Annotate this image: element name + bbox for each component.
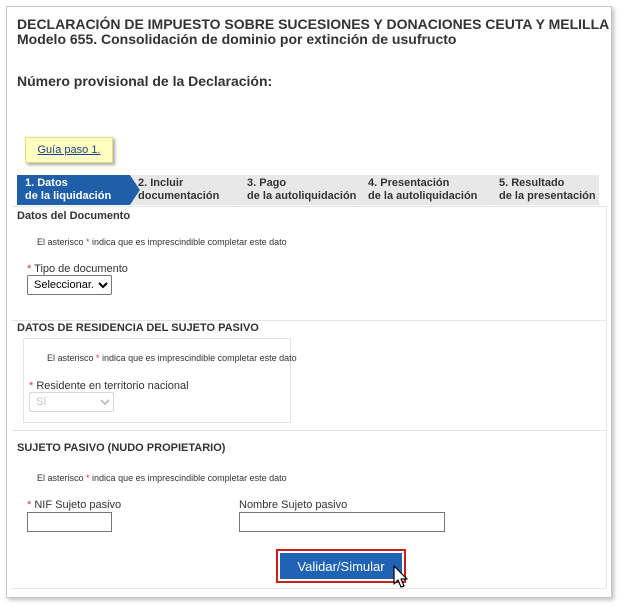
provisional-number-label: Número provisional de la Declaración: [17,73,273,89]
document-section-heading: Datos del Documento [17,210,131,222]
nif-label-text: NIF Sujeto pasivo [34,499,122,511]
step-2-line2: documentación [138,190,220,202]
page-title: DECLARACIÓN DE IMPUESTO SOBRE SUCESIONES Y DONACIONES CEUTA Y MELILLA [17,16,610,32]
doc-type-label [27,263,128,275]
required-note-prefix: El asterisco [37,237,87,247]
step-5-line2: de la presentación [499,190,596,202]
validate-simulate-button[interactable]: Validar/Simular [280,553,402,579]
step-5[interactable] [487,175,599,205]
nif-label [27,499,121,511]
name-label: Nombre Sujeto pasivo [239,499,348,511]
subject-section-heading: SUJETO PASIVO (NUDO PROPIETARIO) [17,442,226,454]
wizard-steps [17,175,599,205]
required-note-prefix: El asterisco [47,353,97,363]
step-1-line1: 1. Datos [25,177,68,189]
required-note-suffix: indica que es imprescindible completar este dato [89,237,287,247]
form-bottom-border [12,588,606,589]
required-note [47,353,297,363]
page-subtitle: Modelo 655. Consolidación de dominio por extinción de usufructo [17,31,457,47]
validate-button-focus-ring [276,549,406,583]
step-4-line1: 4. Presentación [368,177,450,189]
form-right-border [606,206,607,588]
name-input[interactable] [239,512,445,532]
step-1[interactable] [17,175,130,205]
resident-label-text: Residente en territorio nacional [36,380,189,392]
residence-section [12,320,606,321]
required-note-suffix: indica que es imprescindible completar este dato [89,473,287,483]
required-asterisk: * [29,380,34,392]
step-3-line2: de la autoliquidación [247,190,357,202]
required-note-prefix: El asterisco [37,473,87,483]
subject-section [12,430,606,431]
form-window [6,6,612,598]
required-note-asterisk: * [96,353,100,363]
resident-label [29,380,189,392]
required-note-asterisk: * [86,473,90,483]
step-2-line1: 2. Incluir [138,177,184,189]
required-note [37,237,287,247]
required-note-suffix: indica que es imprescindible completar este dato [99,353,297,363]
step-3-line1: 3. Pago [247,177,287,189]
guide-link[interactable]: Guía paso 1. [37,144,101,156]
required-asterisk: * [27,499,32,511]
required-note-asterisk: * [86,237,90,247]
required-asterisk: * [27,263,32,275]
required-note [37,473,287,483]
doc-type-select[interactable] [27,275,112,295]
residence-section-heading: DATOS DE RESIDENCIA DEL SUJETO PASIVO [17,322,259,334]
step-5-line1: 5. Resultado [499,177,565,189]
step-1-line2: de la liquidación [25,190,112,202]
document-section [12,206,606,207]
step-2[interactable] [130,175,235,205]
step-4[interactable] [356,175,487,205]
nif-input[interactable] [27,512,112,532]
doc-type-label-text: Tipo de documento [34,263,128,275]
mouse-cursor-icon [393,565,409,589]
resident-select[interactable] [29,392,114,412]
step-4-line2: de la autoliquidación [368,190,478,202]
guide-note [25,137,113,163]
step-3[interactable] [235,175,356,205]
